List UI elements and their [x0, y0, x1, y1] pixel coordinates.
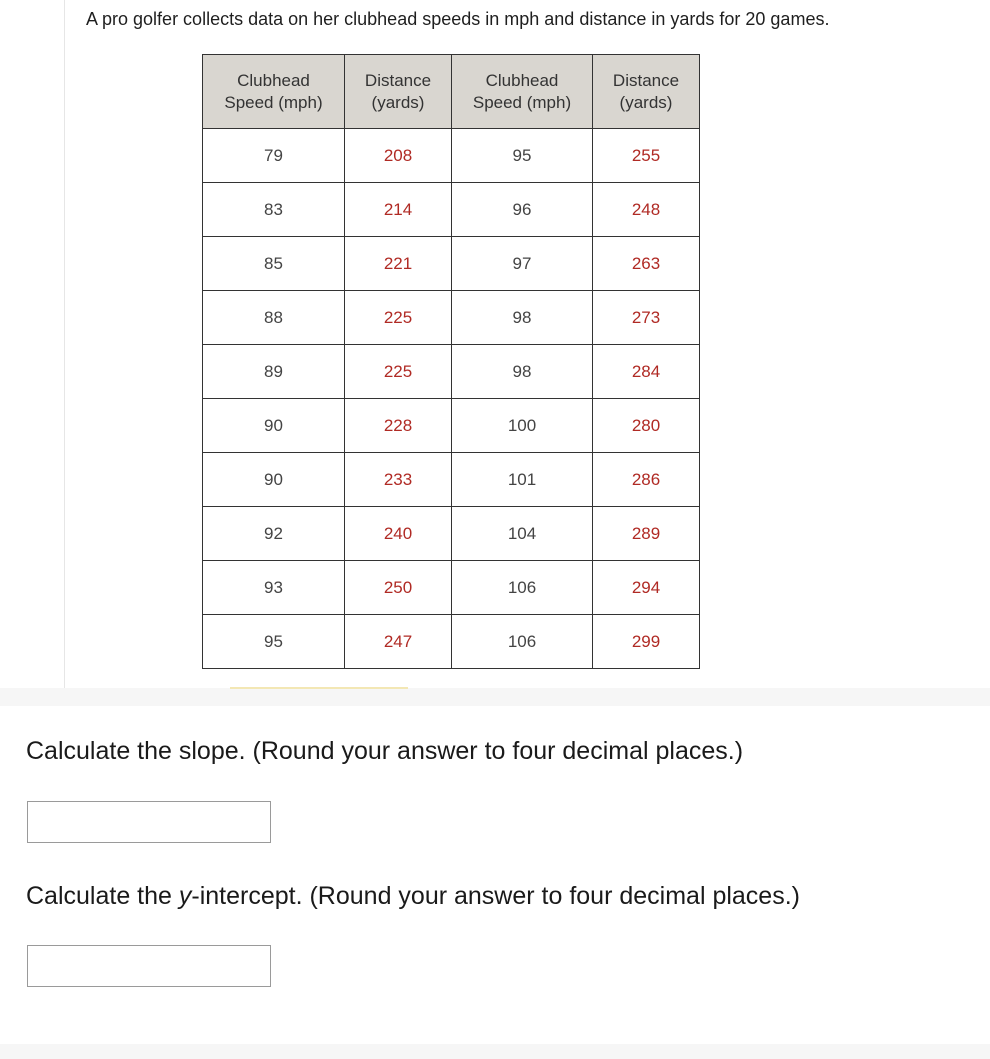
intercept-question-end: -intercept. (Round your answer to four decimal places.): [191, 882, 800, 910]
panel-divider: [64, 0, 65, 688]
table-row: [203, 183, 700, 237]
intercept-variable: y: [178, 882, 192, 910]
header-clubhead-speed-2: [452, 55, 593, 129]
table-cell: 286: [593, 453, 700, 507]
table-row: [203, 615, 700, 669]
table-cell: 101: [452, 453, 593, 507]
table-cell: 95: [203, 615, 345, 669]
table-cell: 93: [203, 561, 345, 615]
table-cell: 96: [452, 183, 593, 237]
table-cell: 89: [203, 345, 345, 399]
data-table: [202, 54, 700, 669]
table-cell: 289: [593, 507, 700, 561]
table-cell: 208: [345, 129, 452, 183]
table-cell: 88: [203, 291, 345, 345]
table-cell: 263: [593, 237, 700, 291]
table-cell: 97: [452, 237, 593, 291]
table-cell: 225: [345, 345, 452, 399]
table-row: [203, 345, 700, 399]
table-cell: 100: [452, 399, 593, 453]
problem-statement: A pro golfer collects data on her clubhead speeds in mph and distance in yards for 20 games.: [86, 9, 830, 29]
table-cell: 79: [203, 129, 345, 183]
table-cell: 248: [593, 183, 700, 237]
table-cell: 225: [345, 291, 452, 345]
table-cell: 106: [452, 561, 593, 615]
header-line: Clubhead: [237, 70, 310, 90]
table-cell: 255: [593, 129, 700, 183]
header-line: (yards): [619, 92, 673, 112]
intercept-question: [26, 881, 800, 911]
table-cell: 233: [345, 453, 452, 507]
table-cell: 106: [452, 615, 593, 669]
slope-question: Calculate the slope. (Round your answer to four decimal places.): [26, 737, 744, 765]
table-cell: 228: [345, 399, 452, 453]
questions-panel: [0, 706, 990, 1044]
table-cell: 247: [345, 615, 452, 669]
table-cell: 280: [593, 399, 700, 453]
table-cell: 273: [593, 291, 700, 345]
header-line: Distance: [364, 70, 432, 90]
table-cell: 294: [593, 561, 700, 615]
table-cell: 98: [452, 345, 593, 399]
table-header-row: [203, 55, 700, 129]
table-cell: 221: [345, 237, 452, 291]
header-line: Distance: [612, 70, 680, 90]
table-cell: 214: [345, 183, 452, 237]
table-row: [203, 129, 700, 183]
header-clubhead-speed-1: [203, 55, 345, 129]
table-cell: 95: [452, 129, 593, 183]
table-row: [203, 453, 700, 507]
table-cell: 85: [203, 237, 345, 291]
table-cell: 104: [452, 507, 593, 561]
table-cell: 83: [203, 183, 345, 237]
table-row: [203, 237, 700, 291]
table-cell: 90: [203, 453, 345, 507]
table-row: [203, 507, 700, 561]
table-cell: 284: [593, 345, 700, 399]
header-line: Speed (mph): [224, 92, 323, 112]
table-cell: 98: [452, 291, 593, 345]
table-row: [203, 399, 700, 453]
table-cell: 299: [593, 615, 700, 669]
highlight-divider: [230, 687, 408, 689]
slope-answer-input[interactable]: [27, 801, 271, 843]
header-line: (yards): [371, 92, 425, 112]
table-row: [203, 291, 700, 345]
table-row: [203, 561, 700, 615]
header-distance-2: [593, 55, 700, 129]
intercept-answer-input[interactable]: [27, 945, 271, 987]
header-line: Clubhead: [485, 70, 559, 90]
table-cell: 240: [345, 507, 452, 561]
table-cell: 90: [203, 399, 345, 453]
header-distance-1: [345, 55, 452, 129]
intercept-question-start: Calculate the: [26, 882, 179, 910]
table-cell: 250: [345, 561, 452, 615]
table-cell: 92: [203, 507, 345, 561]
header-line: Speed (mph): [472, 92, 572, 112]
